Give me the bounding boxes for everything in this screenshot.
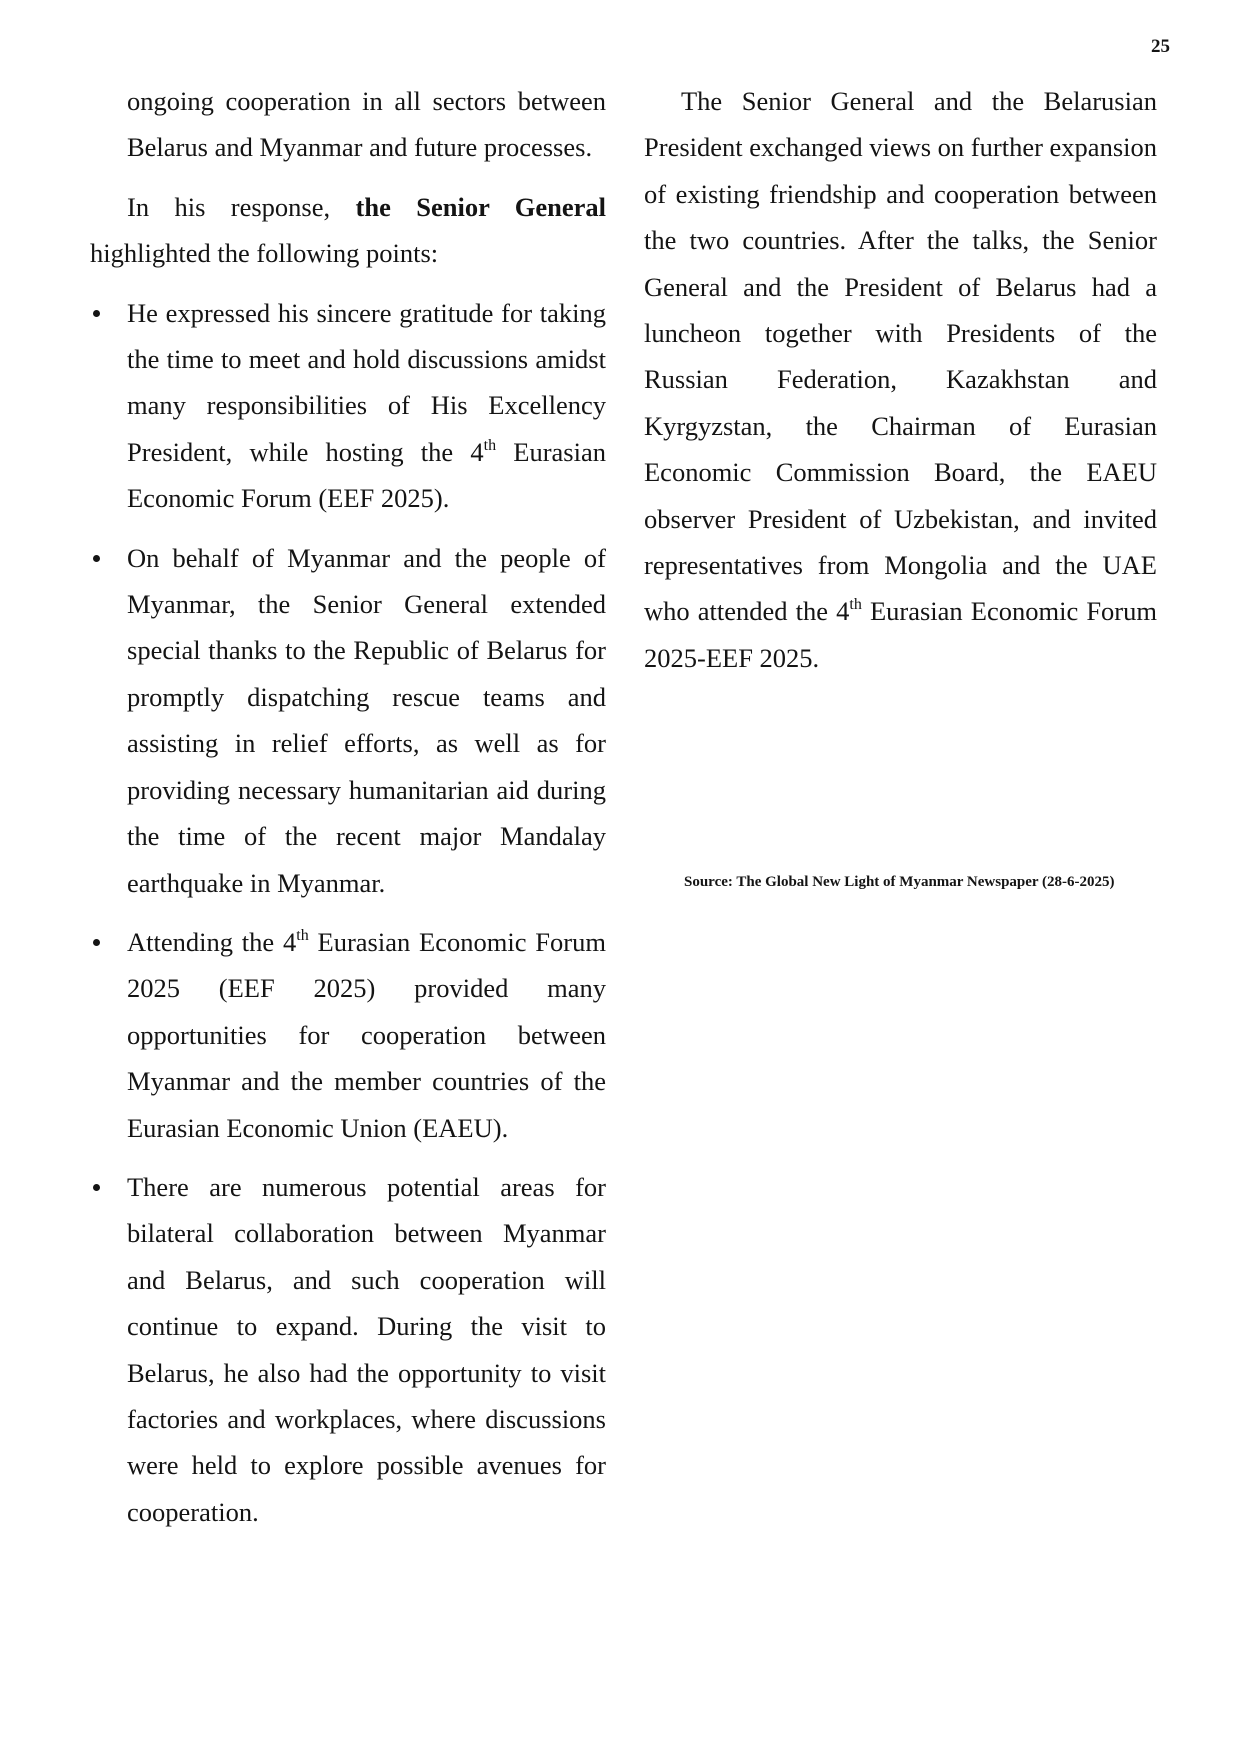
paragraph-text-before: The Senior General and the Belarusian President exchanged views on further expansion of existing friendship and cooperation between the two countries. After the talks, the Senior General and the President of Belarus had a luncheon together with Presidents of the Russian Federation, Kazakhstan and Kyrgyzstan, the Chairman of Eurasian Economic Commission Board, the EAEU observer President of Uzbekistan, and invited representatives from Mongolia and the UAE who attended the 4 [644,86,1157,627]
response-intro-paragraph [90,184,606,277]
bullet-dot-icon [93,1184,100,1191]
bullet-text-before: There are numerous potential areas for bilateral collaboration between Myanmar and Belarus, and such cooperation will continue to expand. During the visit to Belarus, he also had the opportunity to visit factories and workplaces, where discussions were held to explore possible avenues for cooperation. [127,1171,606,1527]
bullet-text-before: On behalf of Myanmar and the people of Myanmar, the Senior General extended special thanks to the Republic of Belarus for promptly dispatching rescue teams and assisting in relief efforts, as well as for providing necessary humanitarian aid during the time of the recent major Mandalay earthquake in Myanmar. [127,542,606,898]
bullet-item-forum [90,919,606,1151]
bullet-text-before: He expressed his sincere gratitude for taking the time to meet and hold discussions amidst many responsibilities of His Excellency President, while hosting the 4 [127,297,606,467]
left-column [90,78,606,1548]
bullet-dot-icon [93,310,100,317]
bullet-dot-icon [93,555,100,562]
bullet-text-after: Eurasian Economic Forum (EEF 2025). [127,436,606,514]
bullet-item-collaboration [90,1164,606,1535]
page-number: 25 [1151,36,1170,57]
source-citation: Source: The Global New Light of Myanmar Newspaper (28-6-2025) [684,874,1115,890]
points-list [90,290,606,1536]
bullet-item-gratitude [90,290,606,522]
response-intro-before: In his response, [127,191,356,222]
ordinal-superscript: th [849,596,862,614]
continuation-paragraph: ongoing cooperation in all sectors between Belarus and Myanmar and future processes. [127,86,606,163]
right-column [644,78,1157,694]
response-intro-bold: the Senior General [355,191,606,222]
ordinal-superscript: th [296,926,309,944]
bullet-item-thanks [90,535,606,906]
ordinal-superscript: th [483,436,497,454]
response-intro-after: highlighted the following points: [90,238,439,269]
paragraph-text-after: Eurasian Economic Forum 2025-EEF 2025. [644,596,1157,673]
luncheon-paragraph [644,78,1157,681]
bullet-dot-icon [93,939,100,946]
bullet-text-after: Eurasian Economic Forum 2025 (EEF 2025) provided many opportunities for cooperation between Myanmar and the member countries of the Eurasian Economic Union (EAEU). [127,926,606,1143]
bullet-text-before: Attending the 4 [127,926,297,957]
